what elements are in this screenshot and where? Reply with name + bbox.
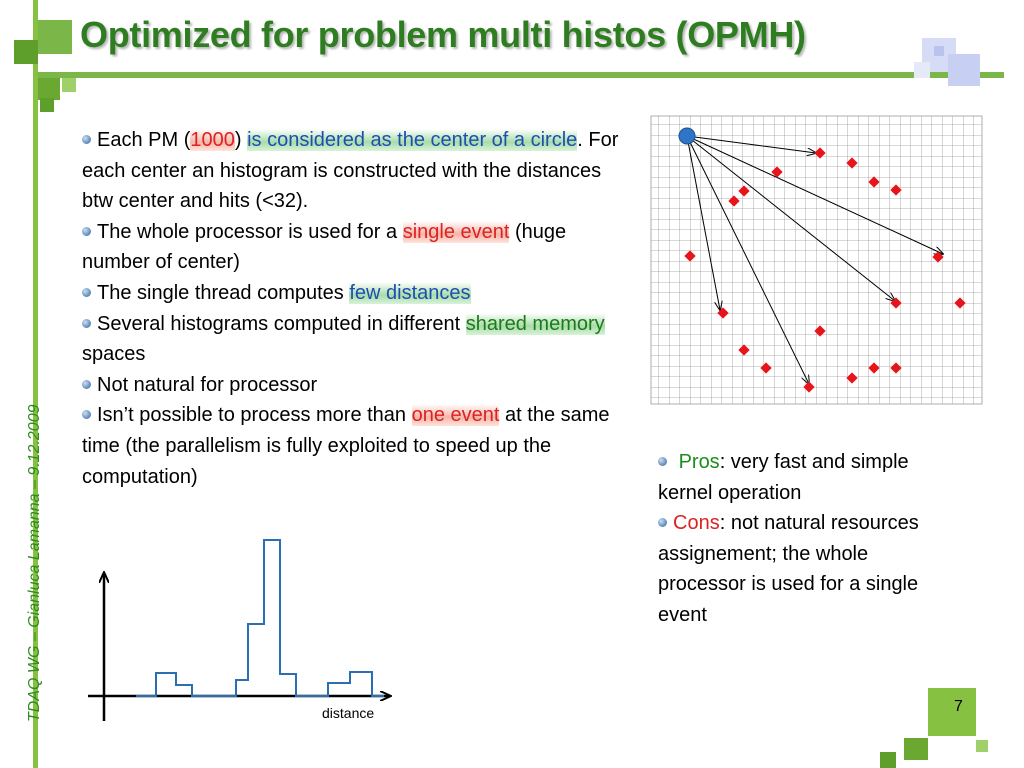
pros-item: Pros: very fast and simple kernel operation — [658, 451, 909, 504]
bullet-item: Isn’t possible to process more than one event at the same time (the parallelism is fully exploited to speed up the computation) — [82, 404, 610, 488]
bullet-item: The single thread computes few distances — [82, 278, 622, 309]
page-number: 7 — [954, 698, 963, 715]
deco-square — [38, 78, 60, 100]
deco-square — [928, 688, 976, 736]
deco-square — [904, 738, 928, 760]
slide-title: Optimized for problem multi histos (OPMH) — [80, 14, 806, 55]
circle-grid-diagram — [648, 114, 984, 406]
bullet-icon — [82, 319, 91, 328]
center-pm-marker — [679, 128, 695, 144]
deco-square — [914, 62, 930, 78]
title-underline-bar — [38, 72, 1004, 78]
deco-square — [976, 740, 988, 752]
bullet-item: The whole processor is used for a single event (huge number of center) — [82, 220, 567, 274]
cons-item: Cons: not natural resources assignement; the whole processor is used for a single event — [658, 512, 919, 626]
deco-square — [948, 54, 980, 86]
grid-background — [651, 116, 982, 404]
pros-cons — [658, 447, 958, 631]
bullet-icon — [82, 288, 91, 297]
deco-square — [38, 20, 72, 54]
deco-square — [880, 752, 896, 768]
bullet-list — [82, 125, 622, 492]
bullet-item: Each PM (1000) is considered as the center of a circle. For each center an histogram is constructed with the distances btw center and hits (<32). — [82, 129, 619, 213]
bullet-icon — [658, 518, 667, 527]
deco-square — [934, 46, 944, 56]
x-axis-label: distance — [322, 705, 375, 721]
histogram-line — [136, 540, 384, 696]
bullet-icon — [82, 380, 91, 389]
deco-square — [62, 78, 76, 92]
deco-square — [40, 98, 54, 112]
side-footer-label: TDAQ WG – Gianluca Lamanna – 9.12.2009 — [26, 404, 43, 722]
bullet-icon — [658, 457, 667, 466]
bullet-icon — [82, 410, 91, 419]
bullet-icon — [82, 135, 91, 144]
bullet-item: Not natural for processor — [82, 370, 622, 401]
bullet-icon — [82, 227, 91, 236]
bullet-item: Several histograms computed in different shared memory spaces — [82, 312, 605, 366]
distance-histogram — [84, 535, 404, 735]
deco-square — [14, 40, 38, 64]
